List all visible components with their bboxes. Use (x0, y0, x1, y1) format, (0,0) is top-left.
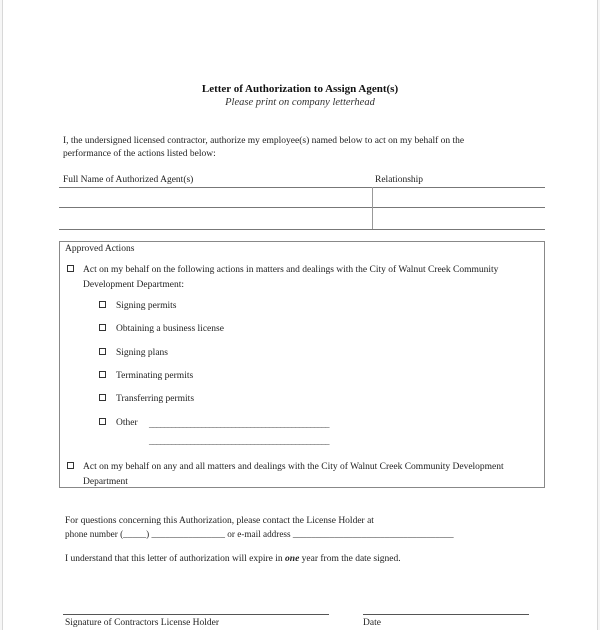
other-blank-line-2[interactable]: ________________________________________________ (149, 436, 329, 446)
terminating-permits-checkbox[interactable] (99, 371, 106, 378)
option-specific-actions-line-1: Act on my behalf on the following actions in matters and dealings with the City of Walnut Creek Community (83, 265, 499, 275)
agent-name-field-2[interactable] (61, 211, 369, 226)
contact-line-2[interactable]: phone number (_____) ________________ or e-mail address ___________________________________ (65, 529, 454, 539)
signature-line[interactable] (63, 614, 329, 615)
other-checkbox[interactable] (99, 418, 106, 425)
contact-line-1: For questions concerning this Authorization, please contact the License Holder at (65, 516, 374, 526)
transferring-permits-checkbox[interactable] (99, 394, 106, 401)
document-page (2, 0, 598, 630)
signature-label: Signature of Contractors License Holder (65, 618, 220, 628)
document-title: Letter of Authorization to Assign Agent(s) (201, 83, 399, 95)
option-specific-actions-checkbox[interactable] (67, 265, 74, 272)
approved-actions-heading: Approved Actions (65, 244, 135, 254)
option-all-matters-line-2: Department (83, 477, 128, 487)
signing-permits-checkbox[interactable] (99, 301, 106, 308)
table-rule-middle (59, 207, 545, 208)
business-license-label: Obtaining a business license (116, 324, 224, 334)
signing-plans-label: Signing plans (116, 348, 168, 358)
agent-name-field-1[interactable] (61, 190, 369, 205)
expiry-statement (65, 553, 401, 566)
document-subtitle: Please print on company letterhead (225, 97, 375, 108)
col-header-relationship: Relationship (375, 175, 424, 185)
table-column-divider (372, 187, 373, 229)
expiry-emphasis: one (285, 554, 300, 564)
relationship-field-2[interactable] (375, 211, 543, 226)
signing-permits-label: Signing permits (116, 301, 177, 311)
other-blank-line-1[interactable]: ________________________________________________ (149, 419, 329, 429)
table-rule-bottom (59, 229, 545, 230)
intro-line-1: I, the undersigned licensed contractor, authorize my employee(s) named below to act on my behalf on the (63, 136, 465, 146)
other-label: Other (116, 418, 138, 428)
business-license-checkbox[interactable] (99, 324, 106, 331)
terminating-permits-label: Terminating permits (116, 371, 194, 381)
intro-line-2: performance of the actions listed below: (63, 149, 216, 159)
option-specific-actions-line-2: Development Department: (83, 280, 185, 290)
col-header-full-name: Full Name of Authorized Agent(s) (63, 175, 194, 185)
expiry-suffix: year from the date signed. (299, 554, 401, 564)
table-rule-top (59, 187, 545, 188)
option-all-matters-checkbox[interactable] (67, 462, 74, 469)
relationship-field-1[interactable] (375, 190, 543, 205)
transferring-permits-label: Transferring permits (116, 394, 195, 404)
date-label: Date (363, 618, 381, 628)
date-line[interactable] (363, 614, 529, 615)
expiry-prefix: I understand that this letter of authorization will expire in (65, 554, 286, 564)
option-all-matters-line-1: Act on my behalf on any and all matters and dealings with the City of Walnut Creek Community Development (83, 462, 504, 472)
signing-plans-checkbox[interactable] (99, 348, 106, 355)
